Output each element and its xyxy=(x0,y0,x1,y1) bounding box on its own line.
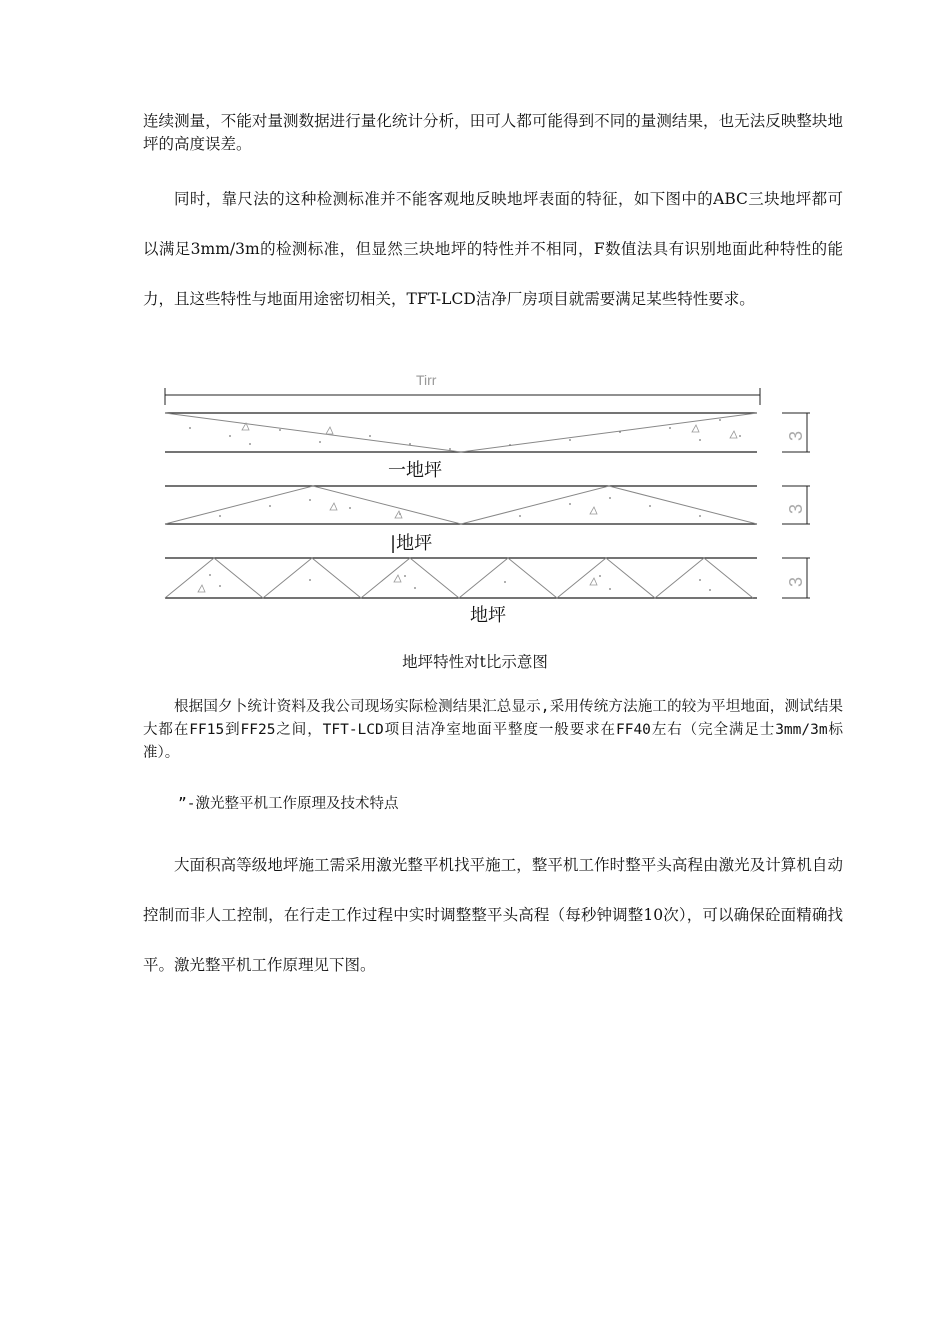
floor-b xyxy=(165,486,757,524)
paragraph-1: 连续测量，不能对量测数据进行量化统计分析，田可人都可能得到不同的量测结果，也无法反映整块地坪的高度误差。 xyxy=(143,112,843,153)
paragraph-3: 根据国夕卜统计资料及我公司现场实际检测结果汇总显示,采用传统方法施工的较为平坦地面，测试结果大都在FF15到FF25之间，TFT-LCD项目洁净室地面平整度一般要求在FF40左右（完全满足士3mm/3m标准）。 xyxy=(143,699,843,761)
figure-caption: 地坪特性对t比示意图 xyxy=(402,653,548,671)
floor-c-label: 地坪 xyxy=(470,605,506,626)
paragraph-4: 大面积高等级地坪施工需采用激光整平机找平施工，整平机工作时整平头高程由激光及计算机自动控制而非人工控制，在行走工作过程中实时调整整平头高程（每秒钟调整10次），可以确保砼面精确找平。激光整平机工作原理见下图。 xyxy=(143,856,843,974)
floor-comparison-figure xyxy=(150,370,830,630)
dimension-b-value: 3 xyxy=(786,503,806,514)
dimension-a-value: 3 xyxy=(786,430,806,441)
floor-b-label: |地坪 xyxy=(390,533,433,554)
floor-a xyxy=(165,413,757,452)
floor-c xyxy=(165,558,757,598)
paragraph-2: 同时，靠尺法的这种检测标准并不能客观地反映地坪表面的特征，如下图中的ABC三块地坪都可以满足3mm/3m的检测标准，但显然三块地坪的特性并不相同，F数值法具有识别地面此种特性的能力，且这些特性与地面用途密切相关，TFT-LCD洁净厂房项目就需要满足某些特性要求。 xyxy=(143,190,843,308)
section-heading: ”-激光整平机工作原理及技术特点 xyxy=(178,796,399,812)
top-dimension-label: Tirr xyxy=(416,372,437,388)
dimension-c-value: 3 xyxy=(786,576,806,587)
floor-a-label: 一地坪 xyxy=(388,460,442,481)
top-dimension-line xyxy=(165,388,760,405)
